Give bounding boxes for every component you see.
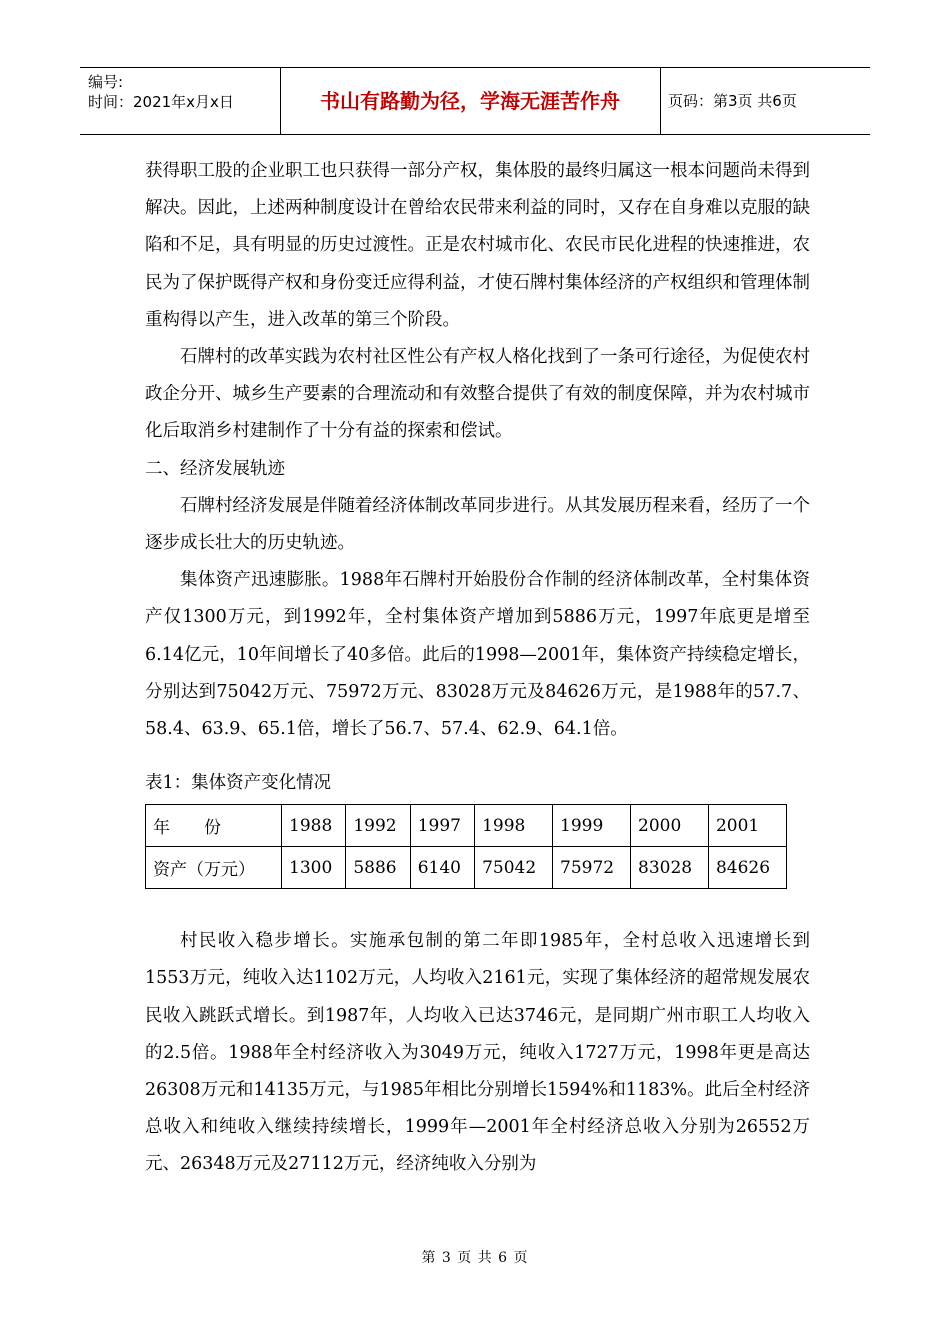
table-cell: 1988 — [282, 805, 346, 847]
document-body — [145, 153, 810, 1184]
body-paragraph: 获得职工股的企业职工也只获得一部分产权，集体股的最终归属这一根本问题尚未得到解决。因此，上述两种制度设计在曾给农民带来利益的同时，又存在自身难以克服的缺陷和不足，具有明显的历史过渡性。正是农村城市化、农民市民化进程的快速推进，农民为了保护既得产权和身份变迁应得利益，才使石牌村集体经济的产权组织和管理体制重构得以产生，进入改革的第三个阶段。 — [145, 161, 810, 330]
table-caption: 表1：集体资产变化情况 — [145, 773, 332, 794]
header-time-label: 时间：2021年x月x日 — [88, 93, 234, 111]
page-header — [80, 67, 870, 135]
table-cell: 1300 — [282, 847, 346, 889]
table-cell: 75972 — [553, 847, 631, 889]
header-divider — [280, 68, 281, 134]
table-cell: 83028 — [631, 847, 709, 889]
asset-table — [145, 804, 787, 889]
table-header-year: 年 份 — [146, 805, 282, 847]
page-footer: 第 3 页 共 6 页 — [421, 1250, 529, 1266]
body-paragraph: 村民收入稳步增长。实施承包制的第二年即1985年，全村总收入迅速增长到1553万元，纯收入达1102万元，人均收入2161元，实现了集体经济的超常规发展农民收入跳跃式增长。到1987年，人均收入已达3746元，是同期广州市职工人均收入的2.5倍。1988年全村经济收入为3049万元，纯收入1727万元，1998年更是高达26308万元和14135万元，与1985年相比分别增长1594%和1183%。此后全村经济总收入和纯收入继续持续增长，1999年—2001年全村经济总收入分别为26552万元、26348万元及27112万元，经济纯收入分别为 — [145, 931, 810, 1175]
table-cell: 84626 — [708, 847, 786, 889]
table-cell: 6140 — [410, 847, 474, 889]
table-row — [146, 805, 787, 847]
table-cell: 5886 — [346, 847, 410, 889]
header-motto: 书山有路勤为径，学海无涯苦作舟 — [320, 89, 620, 113]
body-paragraph: 石牌村的改革实践为农村社区性公有产权人格化找到了一条可行途径，为促使农村政企分开、城乡生产要素的合理流动和有效整合提供了有效的制度保障，并为农村城市化后取消乡村建制作了十分有益的探索和偿试。 — [145, 347, 810, 442]
table-cell: 2001 — [708, 805, 786, 847]
table-header-assets: 资产（万元） — [146, 847, 282, 889]
table-cell: 2000 — [631, 805, 709, 847]
section-heading: 二、经济发展轨迹 — [145, 458, 285, 479]
header-code-label: 编号: — [88, 73, 124, 91]
table-cell: 1999 — [553, 805, 631, 847]
table-cell: 1998 — [475, 805, 553, 847]
header-info — [88, 72, 234, 112]
table-cell: 1992 — [346, 805, 410, 847]
table-cell: 1997 — [410, 805, 474, 847]
table-row — [146, 847, 787, 889]
body-paragraph: 集体资产迅速膨胀。1988年石牌村开始股份合作制的经济体制改革，全村集体资产仅1300万元，到1992年，全村集体资产增加到5886万元，1997年底更是增至6.14亿元，10年间增长了40多倍。此后的1998—2001年，集体资产持续稳定增长，分别达到75042万元、75972万元、83028万元及84626万元，是1988年的57.7、58.4、63.9、65.1倍，增长了56.7、57.4、62.9、64.1倍。 — [145, 570, 810, 740]
body-paragraph: 石牌村经济发展是伴随着经济体制改革同步进行。从其发展历程来看，经历了一个逐步成长壮大的历史轨迹。 — [145, 495, 810, 554]
header-page-label: 页码：第3页 共6页 — [668, 92, 797, 110]
table-cell: 75042 — [475, 847, 553, 889]
header-divider — [660, 68, 661, 134]
